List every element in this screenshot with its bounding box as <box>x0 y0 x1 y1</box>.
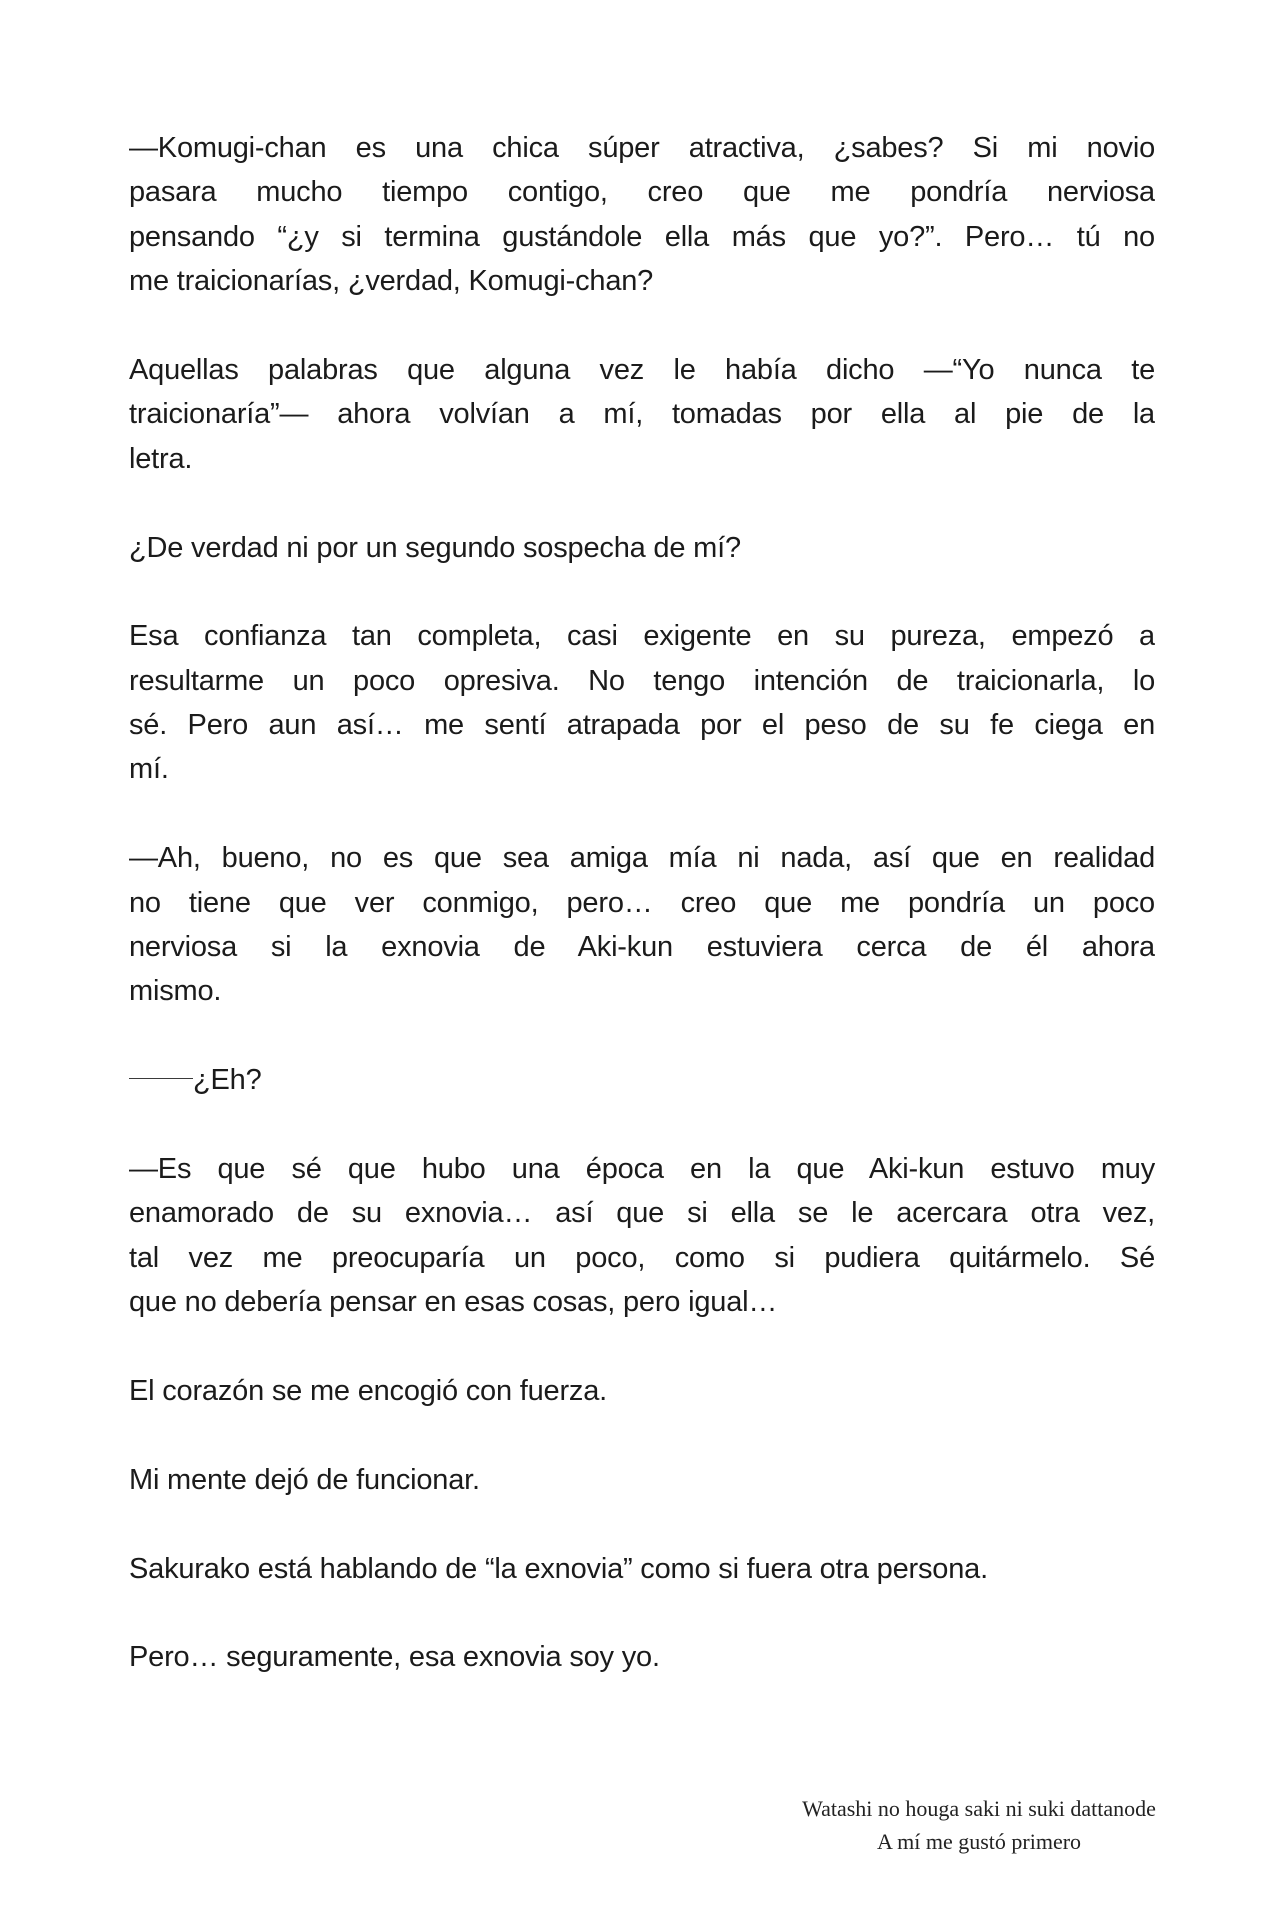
paragraph <box>129 1147 1155 1325</box>
text-line: pasara mucho tiempo contigo, creo que me pondría nerviosa <box>129 176 1155 209</box>
text-line: mismo. <box>129 975 222 1008</box>
text-line: letra. <box>129 442 193 475</box>
text-line: Aquellas palabras que alguna vez le había dicho —“Yo nunca te <box>129 353 1155 386</box>
footer-title-spanish: A mí me gustó primero <box>876 1829 1082 1854</box>
text-line: me traicionarías, ¿verdad, Komugi-chan? <box>129 265 654 298</box>
paragraph <box>129 126 1155 304</box>
paragraph <box>129 1635 1155 1679</box>
paragraph <box>129 1058 1155 1102</box>
paragraph <box>129 836 1155 1014</box>
text-line: —Komugi-chan es una chica súper atractiva, ¿sabes? Si mi novio <box>129 132 1155 164</box>
paragraph <box>129 1547 1155 1591</box>
text-line: ¿De verdad ni por un segundo sospecha de mí? <box>129 531 741 564</box>
text-line: Sakurako está hablando de “la exnovia” como si fuera otra persona. <box>129 1552 988 1585</box>
text-line: nerviosa si la exnovia de Aki-kun estuviera cerca de él ahora <box>129 931 1155 964</box>
paragraph <box>129 614 1155 792</box>
text-line: sé. Pero aun así… me sentí atrapada por el peso de su fe ciega en <box>129 709 1155 742</box>
text-line: Esa confianza tan completa, casi exigente en su pureza, empezó a <box>129 620 1155 653</box>
text-line: no tiene que ver conmigo, pero… creo que me pondría un poco <box>129 886 1155 919</box>
text-line: El corazón se me encogió con fuerza. <box>129 1374 608 1407</box>
text-line <box>129 1058 1155 1102</box>
text-line: traicionaría”— ahora volvían a mí, tomadas por ella al pie de la <box>129 398 1155 431</box>
paragraph <box>129 348 1155 481</box>
page-footer <box>740 1792 1218 1858</box>
text-line: pensando “¿y si termina gustándole ella más que yo?”. Pero… tú no <box>129 220 1155 253</box>
text-line: —Ah, bueno, no es que sea amiga mía ni nada, así que en realidad <box>129 842 1155 875</box>
paragraph <box>129 1369 1155 1413</box>
text-line: Pero… seguramente, esa exnovia soy yo. <box>129 1641 660 1674</box>
body-text <box>129 126 1155 1724</box>
text-line: que no debería pensar en esas cosas, pero igual… <box>129 1286 778 1319</box>
text-line: resultarme un poco opresiva. No tengo intención de traicionarla, lo <box>129 664 1155 697</box>
text-line: enamorado de su exnovia… así que si ella se le acercara otra vez, <box>129 1197 1155 1230</box>
paragraph <box>129 1458 1155 1502</box>
text-line: mí. <box>129 753 169 786</box>
text-fragment: ¿Eh? <box>193 1064 262 1097</box>
dash-rule <box>129 1078 193 1079</box>
text-line: —Es que sé que hubo una época en la que Aki-kun estuvo muy <box>129 1152 1155 1185</box>
text-line: tal vez me preocuparía un poco, como si pudiera quitármelo. Sé <box>129 1241 1155 1274</box>
paragraph <box>129 526 1155 570</box>
text-line: Mi mente dejó de funcionar. <box>129 1463 480 1496</box>
footer-title-romaji: Watashi no houga saki ni suki dattanode <box>802 1796 1156 1821</box>
